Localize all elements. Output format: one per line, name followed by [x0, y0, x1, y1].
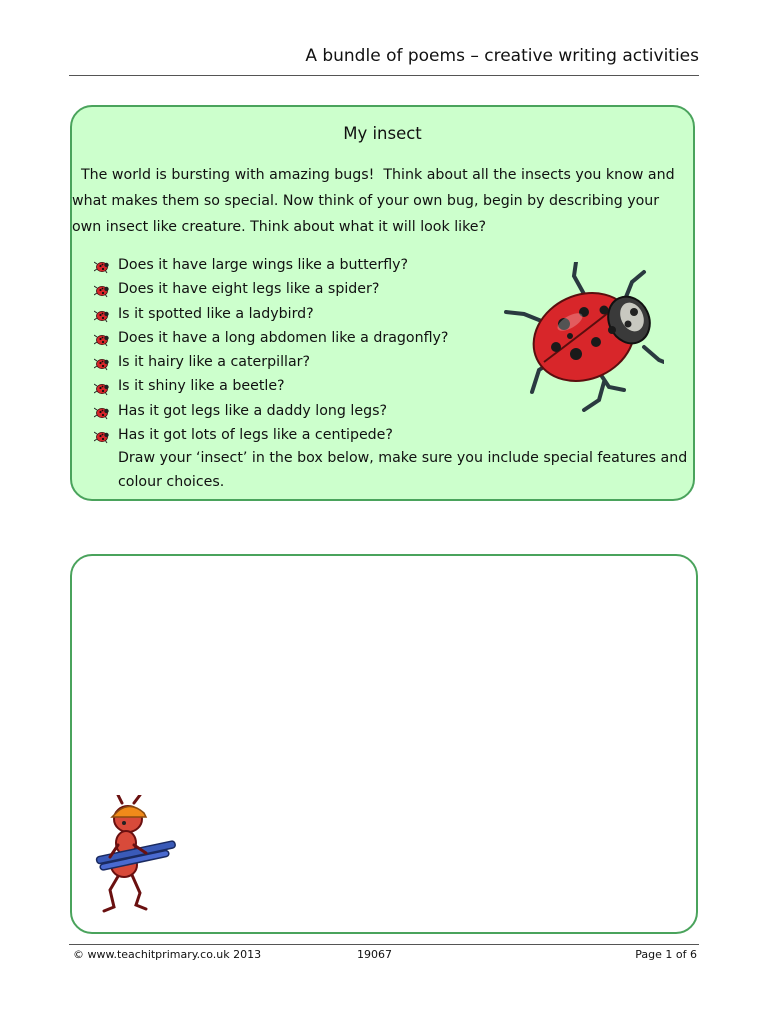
- ladybird-bullet-icon: [94, 428, 109, 442]
- ladybird-bullet-icon: [94, 331, 109, 345]
- question-text: Has it got lots of legs like a centipede?: [118, 427, 393, 444]
- list-item: [94, 326, 448, 350]
- drawing-instructions: [118, 446, 687, 495]
- list-item: [94, 253, 448, 277]
- question-text: Has it got legs like a daddy long legs?: [118, 402, 387, 419]
- intro-line: what makes them so special. Now think of your own bug, begin by describing your: [72, 193, 660, 209]
- intro-line: own insect like creature. Think about what it will look like?: [72, 219, 487, 235]
- outro-line: Draw your ‘insect’ in the box below, make sure you include special features and: [118, 450, 688, 466]
- question-text: Is it spotted like a ladybird?: [118, 305, 314, 322]
- question-text: Is it shiny like a beetle?: [118, 378, 285, 395]
- question-text: Does it have a long abdomen like a dragonfly?: [118, 329, 449, 346]
- ladybird-bullet-icon: [94, 258, 109, 272]
- list-item: [94, 302, 448, 326]
- footer-copyright: © www.teachitprimary.co.uk 2013: [73, 948, 262, 961]
- question-list: [94, 253, 448, 447]
- panel-heading: My insect: [343, 124, 422, 143]
- intro-paragraph: [72, 162, 692, 240]
- ladybird-bullet-icon: [94, 307, 109, 321]
- ladybird-bullet-icon: [94, 404, 109, 418]
- footer-code: 19067: [357, 948, 392, 961]
- list-item: [94, 350, 448, 374]
- ant-illustration: [90, 795, 180, 913]
- footer-divider: [69, 944, 699, 945]
- footer-page-number: Page 1 of 6: [635, 948, 697, 961]
- question-text: Is it hairy like a caterpillar?: [118, 354, 311, 371]
- list-item: [94, 374, 448, 398]
- ladybird-bullet-icon: [94, 282, 109, 296]
- list-item: [94, 423, 448, 447]
- outro-line: colour choices.: [118, 474, 225, 491]
- list-item: [94, 277, 448, 301]
- ladybird-bullet-icon: [94, 355, 109, 369]
- header-divider: [69, 75, 699, 76]
- list-item: [94, 399, 448, 423]
- page-title: A bundle of poems – creative writing activities: [305, 46, 699, 66]
- ladybird-illustration: [504, 262, 664, 412]
- question-text: Does it have eight legs like a spider?: [118, 281, 380, 298]
- intro-line: The world is bursting with amazing bugs! Think about all the insects you know and: [72, 167, 675, 183]
- question-text: Does it have large wings like a butterfly?: [118, 257, 409, 273]
- ladybird-bullet-icon: [94, 380, 109, 394]
- instructions-panel: [70, 105, 695, 501]
